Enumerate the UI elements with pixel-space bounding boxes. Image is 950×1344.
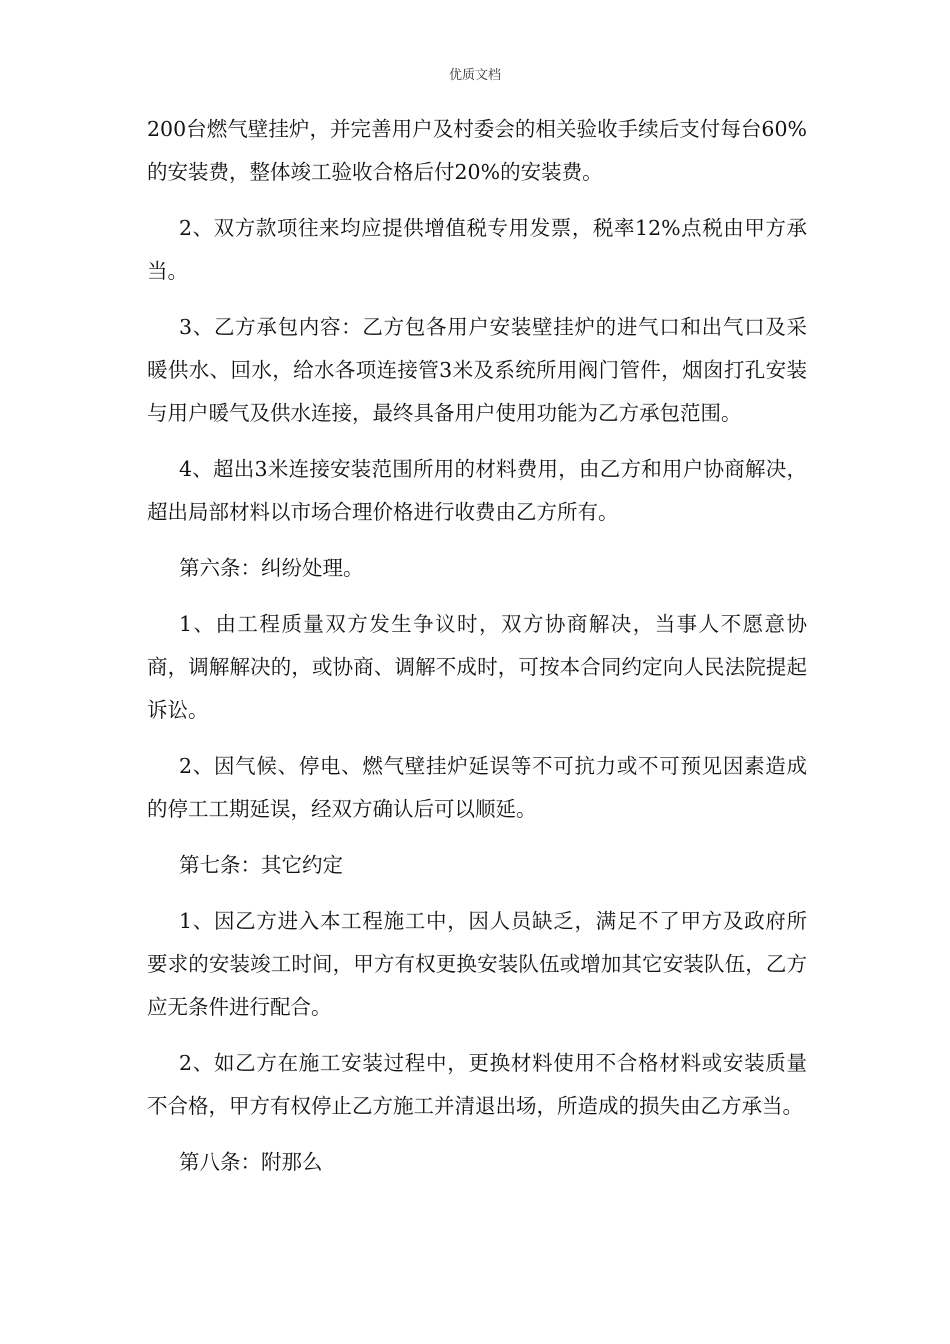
paragraph-extra-materials: 4、超出3米连接安装范围所用的材料费用，由乙方和用户协商解决，超出局部材料以市场合理价格进行收费由乙方所有。 (147, 457, 807, 524)
section-heading-article-8: 第八条：附那么 (179, 1150, 323, 1174)
paragraph-contract-scope: 3、乙方承包内容：乙方包各用户安装壁挂炉的进气口和出气口及采暖供水、回水，给水各项连接管3米及系统所用阀门管件，烟囱打孔安装与用户暖气及供水连接，最终具备用户使用功能为乙方承包范围。 (147, 315, 807, 425)
section-heading-article-6: 第六条：纠纷处理。 (179, 556, 364, 580)
paragraph-unqualified-materials: 2、如乙方在施工安装过程中，更换材料使用不合格材料或安装质量不合格，甲方有权停止乙方施工并清退出场，所造成的损失由乙方承当。 (147, 1051, 807, 1118)
paragraph-invoice-clause: 2、双方款项往来均应提供增值税专用发票，税率12%点税由甲方承当。 (147, 216, 807, 283)
document-body (147, 108, 807, 1197)
section-heading-article-7: 第七条：其它约定 (179, 853, 343, 877)
paragraph-replace-team: 1、因乙方进入本工程施工中，因人员缺乏，满足不了甲方及政府所要求的安装竣工时间，甲方有权更换安装队伍或增加其它安装队伍，乙方应无条件进行配合。 (147, 909, 807, 1019)
paragraph-dispute-resolution: 1、由工程质量双方发生争议时，双方协商解决，当事人不愿意协商，调解解决的，或协商、调解不成时，可按本合同约定向人民法院提起诉讼。 (147, 612, 807, 722)
paragraph-force-majeure: 2、因气候、停电、燃气壁挂炉延误等不可抗力或不可预见因素造成的停工工期延误，经双方确认后可以顺延。 (147, 754, 807, 821)
page-header: 优质文档 (448, 68, 501, 83)
paragraph-payment-continuation: 200台燃气壁挂炉，并完善用户及村委会的相关验收手续后支付每台60%的安装费，整体竣工验收合格后付20%的安装费。 (147, 117, 807, 184)
